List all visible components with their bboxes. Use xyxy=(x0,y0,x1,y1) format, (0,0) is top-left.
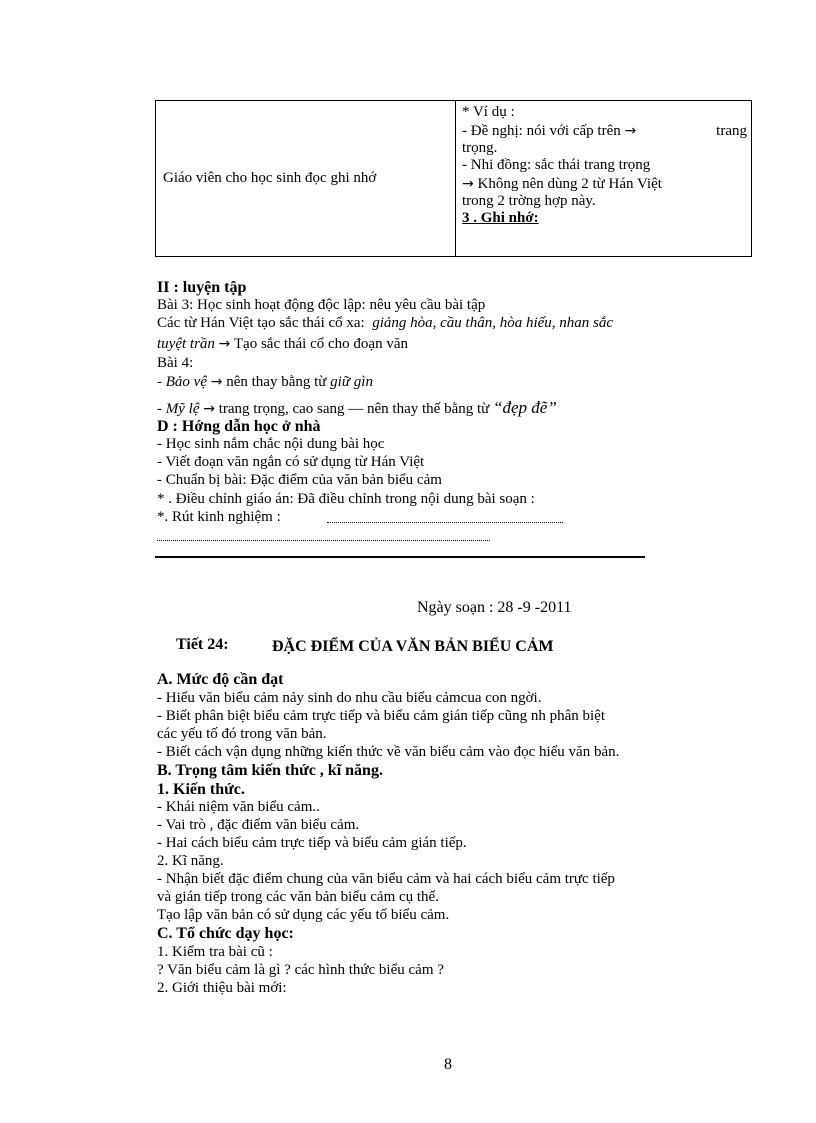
arrow-icon: → xyxy=(210,374,223,390)
right-arrow-icon: → xyxy=(624,123,637,139)
table-left-cell xyxy=(156,101,456,257)
section-b-heading: B. Trọng tâm kiến thức , kĩ năng. xyxy=(157,762,383,779)
section-divider xyxy=(155,556,645,558)
adjust-line: * . Điều chỉnh giáo án: Đã điều chỉnh trong nội dung bài soạn : xyxy=(157,491,535,507)
b1-item-3: - Hai cách biểu cảm trực tiếp và biểu cảm gián tiếp. xyxy=(157,835,467,851)
arrow-icon: → xyxy=(218,336,231,352)
home-heading: D : Hớng dẫn học ở nhà xyxy=(157,418,321,435)
b2-heading: 2. Kĩ năng. xyxy=(157,853,224,869)
practice-line-1: Bài 3: Học sinh hoạt động độc lập: nêu yêu cầu bài tập xyxy=(157,297,486,313)
right-line-5: → Không nên dùng 2 từ Hán Việt xyxy=(462,176,662,192)
a-item-2: - Biết phân biệt biểu cảm trực tiếp và biểu cảm gián tiếp cũng nh phân biệt xyxy=(157,708,605,724)
experience-line: *. Rút kinh nghiệm : xyxy=(157,509,281,525)
arrow-icon: → xyxy=(203,401,215,417)
practice-line-2: Các từ Hán Việt tạo sắc thái cổ xa: giảng hòa, cầu thân, hòa hiếu, nhan sắc xyxy=(157,315,614,331)
c-item-3: 2. Giới thiệu bài mới: xyxy=(157,980,287,996)
a-item-4: - Biết cách vận dụng những kiến thức về văn biểu cảm vào đọc hiểu văn bản. xyxy=(157,744,620,760)
left-cell-text: Giáo viên cho học sinh đọc ghi nhớ xyxy=(163,170,377,186)
right-arrow-icon: → xyxy=(462,176,474,192)
right-line-4: - Nhi đồng: sắc thái trang trọng xyxy=(462,157,651,173)
right-line-2: - Đề nghị: nói với cấp trên → trang xyxy=(462,123,747,139)
right-line-3: trọng. xyxy=(462,140,498,156)
b1-item-1: - Khái niệm văn biểu cảm.. xyxy=(157,799,320,815)
page-number: 8 xyxy=(444,1056,452,1073)
b2-item-1: - Nhận biết đặc điểm chung của văn biểu cảm và hai cách biểu cảm trực tiếp xyxy=(157,871,615,887)
c-item-1: 1. Kiểm tra bài cũ : xyxy=(157,944,273,960)
home-item-1: - Học sinh nắm chắc nội dung bài học xyxy=(157,436,385,452)
c-item-2: ? Văn biểu cảm là gì ? các hình thức biểu cảm ? xyxy=(157,962,444,978)
ghi-nho-heading: 3 . Ghi nhớ: xyxy=(462,210,539,226)
experience-dots xyxy=(327,522,563,523)
section-a-heading: A. Mức độ cần đạt xyxy=(157,671,284,688)
table-right-cell xyxy=(456,101,752,257)
right-line-1: * Ví dụ : xyxy=(462,104,515,120)
practice-line-4: Bài 4: xyxy=(157,355,194,371)
practice-line-3: tuyệt trần → Tạo sắc thái cổ cho đoạn văn xyxy=(157,336,408,352)
b1-item-2: - Vai trò , đặc điểm văn biểu cảm. xyxy=(157,817,360,833)
right-line-6: trong 2 trờng hợp này. xyxy=(462,193,596,209)
section-c-heading: C. Tổ chức dạy học: xyxy=(157,925,294,942)
b1-heading: 1. Kiến thức. xyxy=(157,781,245,798)
dotted-line xyxy=(157,540,490,541)
lesson-table xyxy=(155,100,752,257)
b2-item-2: và gián tiếp trong các văn bản biểu cảm cụ thể. xyxy=(157,889,439,905)
prep-date: Ngày soạn : 28 -9 -2011 xyxy=(417,599,572,616)
a-item-3: các yếu tố đó trong văn bản. xyxy=(157,726,327,742)
lesson-title: ĐẶC ĐIỂM CỦA VĂN BẢN BIỂU CẢM xyxy=(272,638,554,655)
practice-line-5: - Bảo vệ → nên thay bằng từ giữ gìn xyxy=(157,374,373,390)
home-item-3: - Chuẩn bị bài: Đặc điểm của văn bản biểu cảm xyxy=(157,472,442,488)
practice-line-6: - Mỹ lệ → trang trọng, cao sang — nên thay thế bằng từ “đẹp đẽ” xyxy=(157,398,557,417)
b2-item-3: Tạo lập văn bản có sử dụng các yếu tố biểu cảm. xyxy=(157,907,450,923)
practice-heading: II : luyện tập xyxy=(157,279,247,296)
home-item-2: - Viết đoạn văn ngắn có sử dụng từ Hán Việt xyxy=(157,454,425,470)
a-item-1: - Hiểu văn biểu cảm nảy sinh do nhu cầu biểu cảmcua con ngời. xyxy=(157,690,542,706)
period-label: Tiết 24: xyxy=(176,636,229,653)
